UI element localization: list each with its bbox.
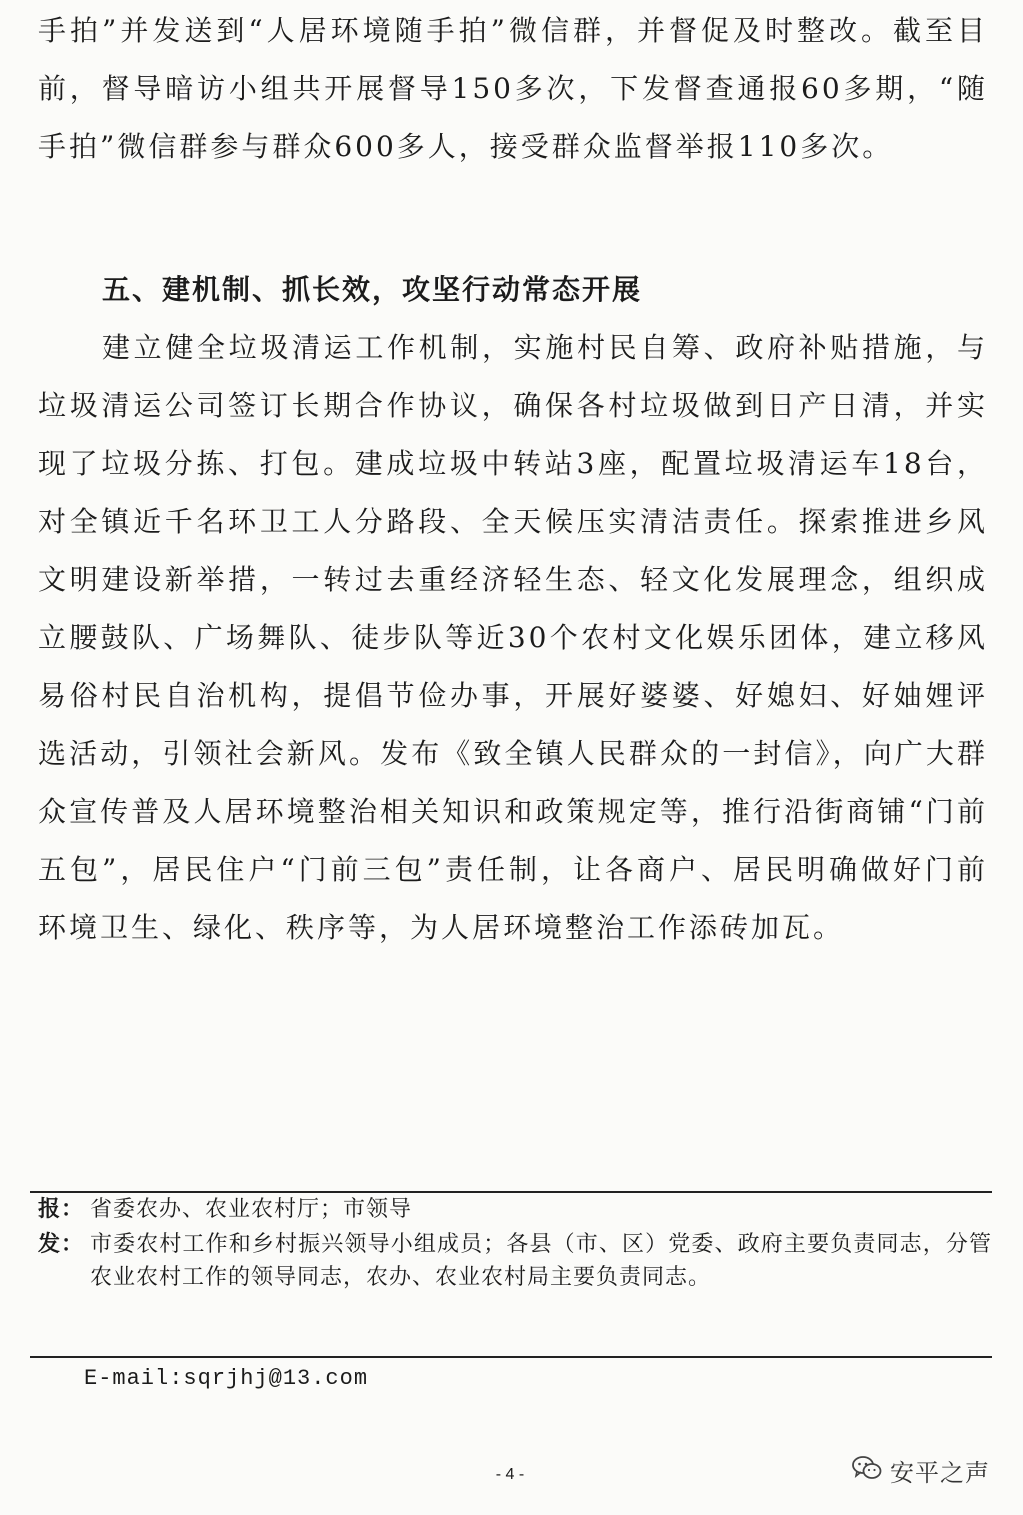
send-recipients: 市委农村工作和乡村振兴领导小组成员；各县（市、区）党委、政府主要负责同志，分管农业农村工作的领导同志，农办、农业农村局主要负责同志。 [90, 1232, 992, 1290]
section-heading: 五、建机制、抓长效，攻坚行动常态开展 [102, 273, 643, 306]
distribution-report [30, 1193, 992, 1226]
watermark [852, 1452, 990, 1488]
distribution-bottom-divider [30, 1356, 992, 1358]
contact-email: E-mail:sqrjhj@13.com [84, 1366, 369, 1391]
body-paragraph-continued [38, 2, 988, 176]
distribution-send [30, 1228, 992, 1294]
send-label: 发： [38, 1232, 85, 1257]
page-number: - 4 - [495, 1466, 525, 1483]
paragraph-text: 手拍”并发送到“人居环境随手拍”微信群，并督促及时整改。截至目前，督导暗访小组共开展督导150多次，下发督查通报60多期，“随手拍”微信群参与群众600多人，接受群众监督举报110多次。 [38, 14, 988, 163]
watermark-text: 安平之声 [890, 1458, 990, 1487]
body-paragraph-section-5 [38, 319, 988, 957]
report-recipients: 省委农办、农业农村厅；市领导 [90, 1197, 413, 1222]
wechat-icon [852, 1455, 882, 1485]
paragraph-text: 建立健全垃圾清运工作机制，实施村民自筹、政府补贴措施，与垃圾清运公司签订长期合作协议，确保各村垃圾做到日产日清，并实现了垃圾分拣、打包。建成垃圾中转站3座，配置垃圾清运车18台，对全镇近千名环卫工人分路段、全天候压实清洁责任。探索推进乡风文明建设新举措，一转过去重经济轻生态、轻文化发展理念，组织成立腰鼓队、广场舞队、徒步队等近30个农村文化娱乐团体，建立移风易俗村民自治机构，提倡节俭办事，开展好婆婆、好媳妇、好妯娌评选活动，引领社会新风。发布《致全镇人民群众的一封信》，向广大群众宣传普及人居环境整治相关知识和政策规定等，推行沿街商铺“门前五包”，居民住户“门前三包”责任制，让各商户、居民明确做好门前环境卫生、绿化、秩序等，为人居环境整治工作添砖加瓦。 [38, 331, 988, 944]
report-label: 报： [38, 1197, 85, 1222]
